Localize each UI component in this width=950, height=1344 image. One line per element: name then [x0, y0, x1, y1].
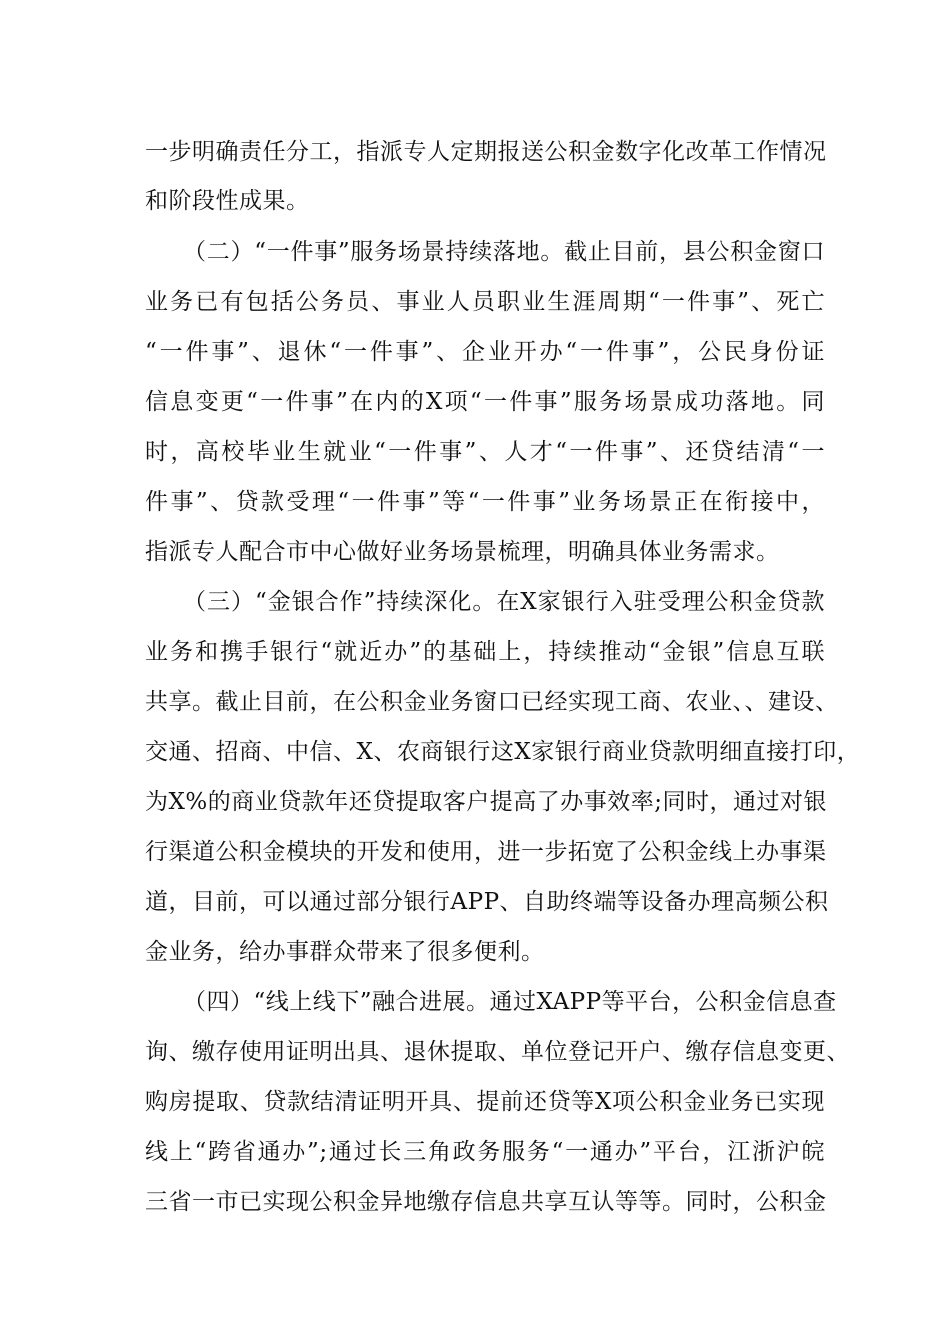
text-line: 时，高校毕业生就业“一件事”、人才“一件事”、还贷结清“一: [145, 439, 825, 465]
text-line: “一件事”、退休“一件事”、企业开办“一件事”，公民身份证: [145, 339, 825, 365]
paragraph-heading-line: （三）“金银合作”持续深化。在X家银行入驻受理公积金贷款: [183, 589, 825, 615]
text-line: 指派专人配合市中心做好业务场景梳理，明确具体业务需求。: [145, 539, 780, 565]
text-line: 信息变更“一件事”在内的X项“一件事”服务场景成功落地。同: [145, 389, 825, 415]
text-line: 购房提取、贷款结清证明开具、提前还贷等X项公积金业务已实现: [145, 1089, 825, 1115]
text-line: 件事”、贷款受理“一件事”等“一件事”业务场景正在衔接中，: [145, 489, 825, 515]
paragraph-heading-line: （四）“线上线下”融合进展。通过XAPP等平台，公积金信息查: [183, 989, 837, 1015]
text-line: 一步明确责任分工，指派专人定期报送公积金数字化改革工作情况: [145, 139, 827, 165]
text-line: 金业务，给办事群众带来了很多便利。: [145, 939, 545, 965]
text-line: 询、缴存使用证明出具、退休提取、单位登记开户、缴存信息变更、: [145, 1039, 850, 1065]
text-line: 线上“跨省通办”;通过长三角政务服务“一通办”平台，江浙沪皖: [145, 1139, 825, 1165]
text-line: 业务和携手银行“就近办”的基础上，持续推动“金银”信息互联: [145, 639, 825, 665]
text-line: 三省一市已实现公积金异地缴存信息共享互认等等。同时，公积金: [145, 1189, 827, 1215]
text-line: 交通、招商、中信、X、农商银行这X家银行商业贷款明细直接打印，: [145, 739, 861, 765]
text-line: 业务已有包括公务员、事业人员职业生涯周期“一件事”、死亡: [145, 289, 825, 315]
text-line: 共享。截止目前，在公积金业务窗口已经实现工商、农业、、建设、: [145, 689, 839, 715]
text-line: 和阶段性成果。: [145, 188, 310, 214]
paragraph-heading-line: （二）“一件事”服务场景持续落地。截止目前，县公积金窗口: [183, 239, 825, 265]
text-line: 道，目前，可以通过部分银行APP、自助终端等设备办理高频公积: [145, 889, 829, 915]
text-line: 为X%的商业贷款年还贷提取客户提高了办事效率;同时，通过对银: [145, 789, 827, 815]
text-line: 行渠道公积金模块的开发和使用，进一步拓宽了公积金线上办事渠: [145, 839, 827, 865]
